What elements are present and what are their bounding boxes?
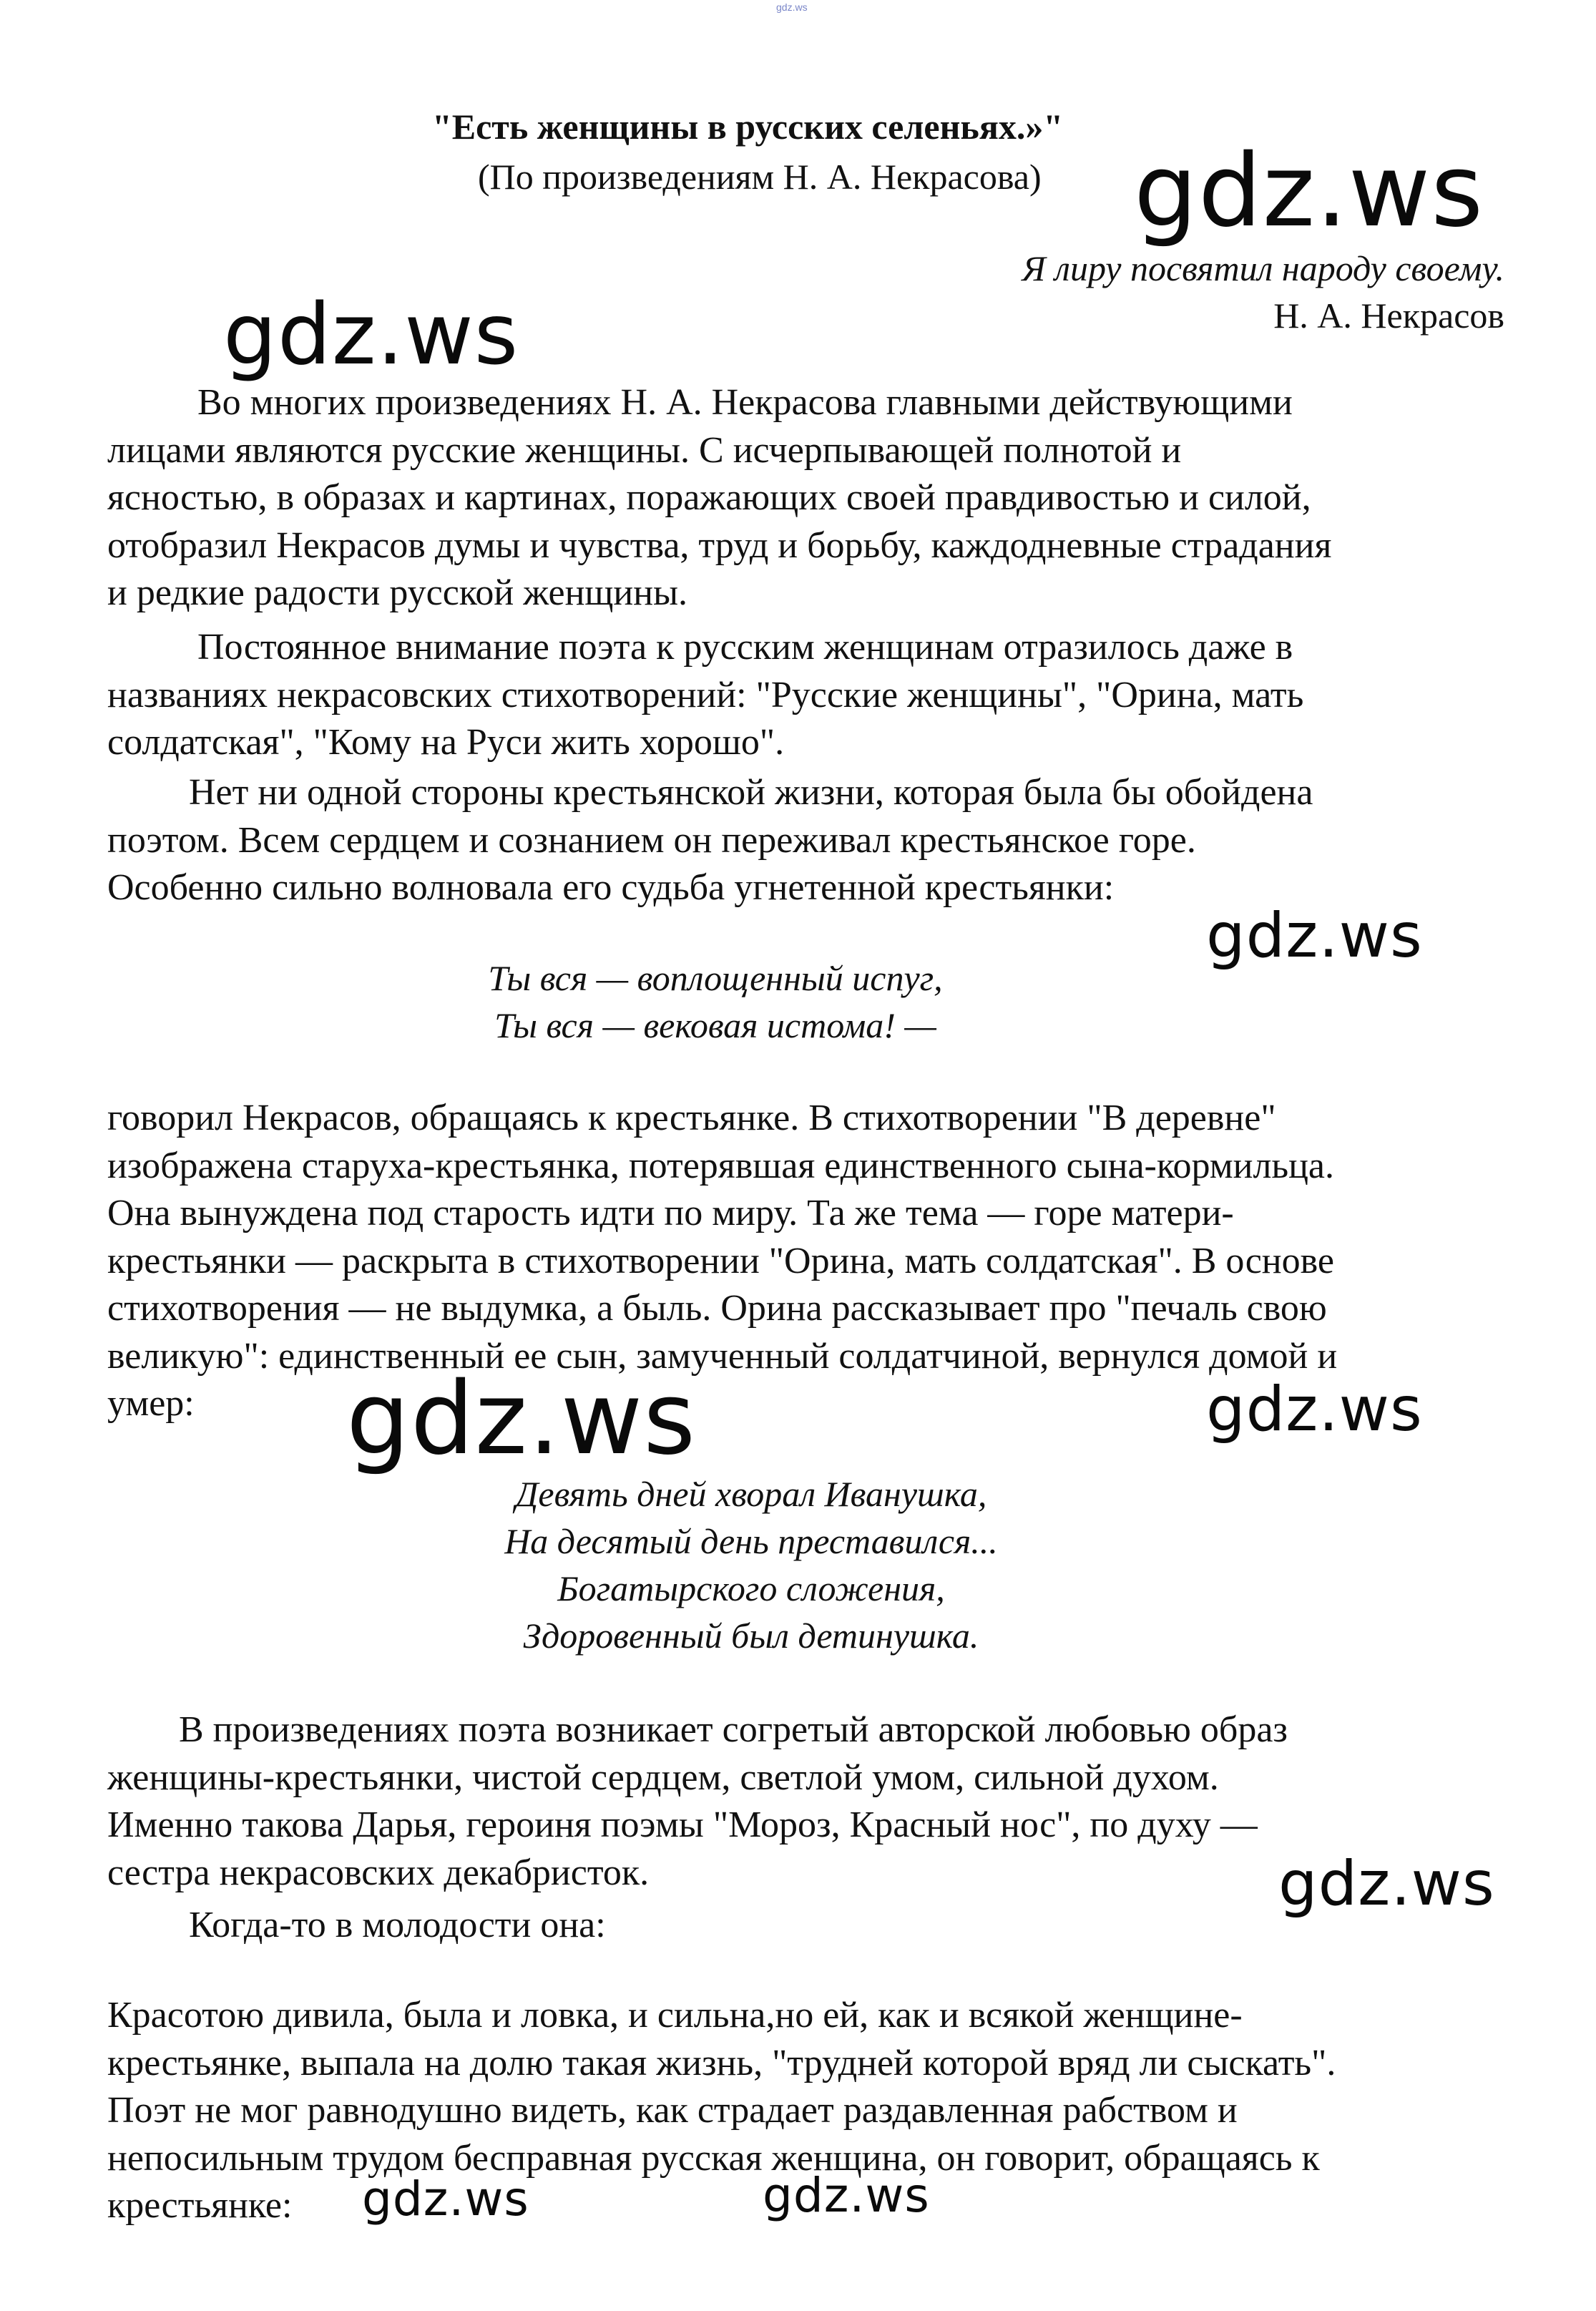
paragraph-5 bbox=[107, 1706, 1288, 1897]
poem-quote-2 bbox=[429, 1470, 1073, 1659]
watermark-logo: gdz.ws bbox=[1206, 1374, 1423, 1445]
paragraph-line: Когда-то в молодости она: bbox=[189, 1905, 606, 1945]
essay-title: "Есть женщины в русских селеньях.»" bbox=[432, 107, 1064, 147]
paragraph-line: лицами являются русские женщины. С исчерпывающей полнотой и bbox=[107, 429, 1182, 471]
watermark-logo: gdz.ws bbox=[1206, 900, 1423, 972]
poem-line: Ты вся — воплощенный испуг, bbox=[488, 958, 943, 998]
paragraph-line: поэтом. Всем сердцем и сознанием он переживал крестьянское горе. bbox=[107, 819, 1196, 861]
paragraph-line: отобразил Некрасов думы и чувства, труд и борьбу, каждодневные страдания bbox=[107, 524, 1332, 566]
paragraph-line: солдатская", "Кому на Руси жить хорошо". bbox=[107, 722, 785, 763]
paragraph-2 bbox=[107, 624, 1303, 767]
paragraph-line: крестьянке, выпала на долю такая жизнь, "трудней которой вряд ли сыскать". bbox=[107, 2042, 1336, 2083]
paragraph-line: умер: bbox=[107, 1383, 195, 1424]
poem-line: Ты вся — вековая истома! — bbox=[494, 1005, 936, 1045]
paragraph-line: и редкие радости русской женщины. bbox=[107, 572, 688, 613]
watermark-logo: gdz.ws bbox=[223, 285, 519, 383]
watermark-logo: gdz.ws bbox=[1134, 133, 1484, 250]
paragraph-line: крестьянки — раскрыта в стихотворении "Орина, мать солдатская". В основе bbox=[107, 1240, 1334, 1281]
poem-line: Здоровенный был детинушка. bbox=[523, 1616, 979, 1656]
watermark-logo: gdz.ws bbox=[346, 1361, 697, 1477]
poem-line: На десятый день преставился... bbox=[504, 1521, 998, 1561]
poem-quote-1 bbox=[386, 954, 1044, 1049]
paragraph-line: стихотворения — не выдумка, а быль. Орина рассказывает про "печаль свою bbox=[107, 1288, 1327, 1329]
paragraph-line: изображена старуха-крестьянка, потерявшая единственного сына-кормильца. bbox=[107, 1145, 1335, 1186]
paragraph-line: Она вынуждена под старость идти по миру. Та же тема — горе матери- bbox=[107, 1193, 1234, 1233]
paragraph-line: Особенно сильно волновала его судьба угнетенной крестьянки: bbox=[107, 867, 1115, 908]
paragraph-line: сестра некрасовских декабристок. bbox=[107, 1852, 650, 1893]
paragraph-1 bbox=[107, 379, 1331, 617]
paragraph-7 bbox=[107, 1992, 1336, 2230]
paragraph-line: Нет ни одной стороны крестьянской жизни, которая была бы обойдена bbox=[189, 772, 1313, 813]
essay-subtitle: (По произведениям Н. А. Некрасова) bbox=[478, 157, 1042, 197]
paragraph-4 bbox=[107, 1095, 1337, 1428]
paragraph-line: ясностью, в образах и картинах, поражающих своей правдивостью и силой, bbox=[107, 477, 1311, 518]
paragraph-line: названиях некрасовских стихотворений: "Русские женщины", "Орина, мать bbox=[107, 674, 1304, 715]
watermark-logo: gdz.ws bbox=[362, 2171, 529, 2227]
paragraph-line: В произведениях поэта возникает согретый авторской любовью образ bbox=[179, 1709, 1288, 1750]
header-watermark: gdz.ws bbox=[776, 1, 808, 13]
paragraph-3 bbox=[107, 769, 1313, 912]
paragraph-line: женщины-крестьянки, чистой сердцем, светлой умом, сильной духом. bbox=[107, 1757, 1219, 1798]
paragraph-line: великую": единственный ее сын, замученный солдатчиной, вернулся домой и bbox=[107, 1335, 1338, 1377]
epigraph-line: Я лиру посвятил народу своему. bbox=[1022, 248, 1504, 288]
epigraph-author: Н. А. Некрасов bbox=[1273, 295, 1504, 336]
watermark-logo: gdz.ws bbox=[1278, 1848, 1495, 1920]
poem-line: Девять дней хворал Иванушка, bbox=[515, 1474, 987, 1514]
paragraph-line: Во многих произведениях Н. А. Некрасова главными действующими bbox=[197, 382, 1293, 423]
paragraph-line: Постоянное внимание поэта к русским женщинам отразилось даже в bbox=[197, 627, 1293, 668]
watermark-logo: gdz.ws bbox=[763, 2168, 930, 2223]
paragraph-line: Именно такова Дарья, героиня поэмы "Мороз, Красный нос", по духу — bbox=[107, 1804, 1258, 1845]
paragraph-line: Поэт не мог равнодушно видеть, как страдает раздавленная рабством и bbox=[107, 2090, 1238, 2131]
paragraph-line: крестьянке: bbox=[107, 2185, 293, 2226]
paragraph-line: Красотою дивила, была и ловка, и сильна,но ей, как и всякой женщине- bbox=[107, 1995, 1243, 2036]
paragraph-6 bbox=[107, 1902, 606, 1950]
paragraph-line: говорил Некрасов, обращаясь к крестьянке. В стихотворении "В деревне" bbox=[107, 1098, 1276, 1138]
poem-line: Богатырского сложения, bbox=[557, 1568, 945, 1608]
paragraph-line: непосильным трудом бесправная русская женщина, он говорит, обращаясь к bbox=[107, 2137, 1320, 2179]
